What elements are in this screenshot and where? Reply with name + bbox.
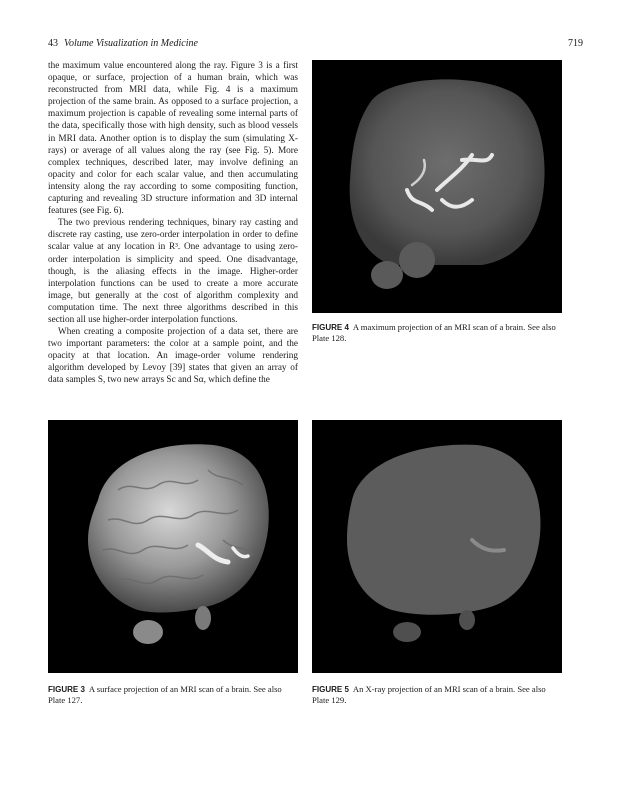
figure-5-caption xyxy=(312,684,562,706)
figure-4-image xyxy=(312,60,562,313)
page-number: 719 xyxy=(568,38,583,49)
figure-5-label: FIGURE 5 xyxy=(312,685,349,694)
figure-4-label: FIGURE 4 xyxy=(312,323,349,332)
figure-4-caption xyxy=(312,322,562,344)
figure-4-caption-text: A maximum projection of an MRI scan of a brain. See also Plate 128. xyxy=(312,322,556,343)
figure-3-caption-text: A surface projection of an MRI scan of a brain. See also Plate 127. xyxy=(48,684,282,705)
paragraph-3: When creating a composite projection of a data set, there are two important parameters: the color at a sample point, and the opacity at that location. An image-order volume rendering algorithm developed by Levoy [39] states that given an array of data samples S, two new arrays Sc and Sα, which define the xyxy=(48,327,298,386)
figure-3-image xyxy=(48,420,298,673)
running-header xyxy=(48,38,198,49)
paragraph-1: the maximum value encountered along the ray. Figure 3 is a first opaque, or surface, projection of a human brain, which was reconstructed from MRI data, while Fig. 4 is a maximum projection of the same brain. As opposed to a surface projection, a maximum projection is capable of revealing some internal parts of the data, specifically those with high density, such as blood vessels in MRI data. Another option is to display the sum (simulating X-rays) or average of all values along the ray (see Fig. 5). More complex techniques, described later, may involve defining an opacity and color for each scalar value, and then accumulating intensity along the ray according to some compositing function, capturing and revealing 3D structure information and 3D internal features (see Fig. 6). xyxy=(48,61,298,217)
chapter-title: Volume Visualization in Medicine xyxy=(64,38,198,49)
figure-3-caption xyxy=(48,684,298,706)
chapter-number: 43 xyxy=(48,38,58,49)
figure-5-image xyxy=(312,420,562,673)
figure-5-caption-text: An X-ray projection of an MRI scan of a brain. See also Plate 129. xyxy=(312,684,546,705)
paragraph-2: The two previous rendering techniques, binary ray casting and discrete ray casting, use zero-order interpolation in order to define scalar value at any location in R³. One advantage to using zero-order interpolation is simplicity and speed. One disadvantage, though, is the aliasing effects in the image. Higher-order interpolation functions can be used to create a more accurate image, but generally at the cost of algorithm complexity and computation time. The next three algorithms described in this section all use higher-order interpolation functions. xyxy=(48,218,298,325)
body-text-column xyxy=(48,60,298,387)
figure-3-label: FIGURE 3 xyxy=(48,685,85,694)
